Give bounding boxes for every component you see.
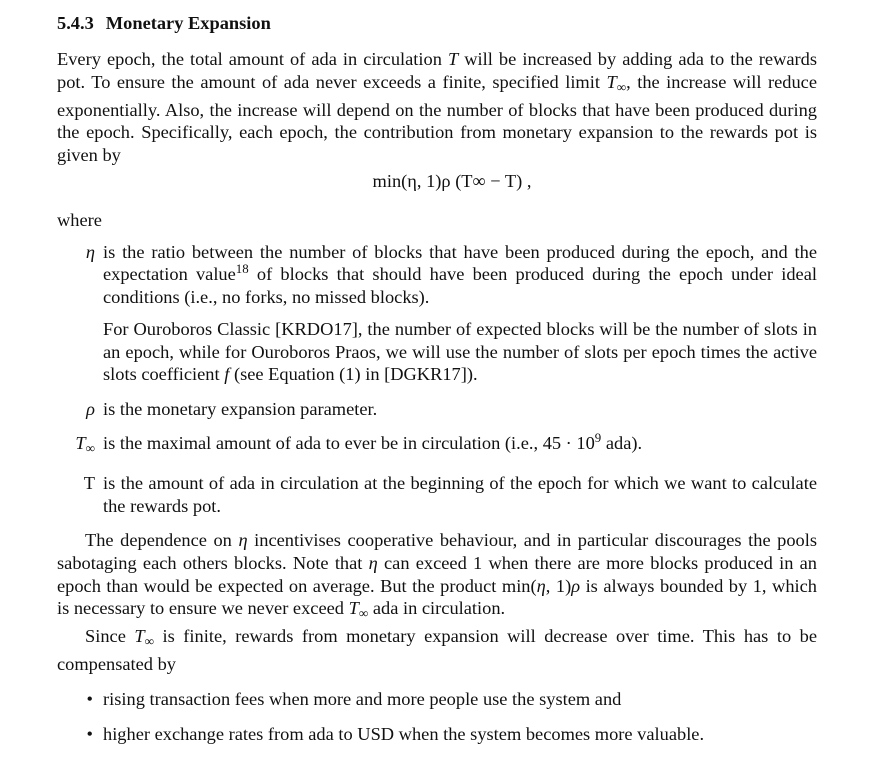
definition-rho bbox=[57, 398, 817, 421]
symbol-f: f bbox=[224, 364, 230, 385]
definition-term-t-infinity: $T_\infty$ bbox=[75, 433, 95, 456]
bullet-icon: • bbox=[86, 688, 93, 709]
definition-eta bbox=[57, 241, 817, 386]
definition-term-t: T bbox=[83, 473, 95, 494]
where-label: where bbox=[57, 209, 102, 230]
definition-t bbox=[57, 472, 817, 517]
definition-term-eta: η bbox=[85, 241, 95, 262]
intro-text-3: , the increase will reduce exponentially. Also, the increase will depend on the number of blocks that have been produced during the epoch. Specifically, each epoch, the contribution from monetary expansion to the rewards pot is given by bbox=[57, 71, 818, 166]
definition-body-t: is the amount of ada in circulation at the beginning of the epoch for which we want to calculate the rewards pot. bbox=[103, 473, 817, 516]
bullet-item bbox=[57, 688, 817, 711]
bullet-text: higher exchange rates from ada to USD when the system becomes more valuable. bbox=[103, 724, 705, 745]
symbol-T-infinity: $T_\infty$ bbox=[606, 71, 627, 94]
intro-text-1: Every epoch, the total amount of ada in circulation bbox=[57, 49, 442, 69]
intro-paragraph bbox=[57, 48, 817, 167]
paper-page bbox=[57, 10, 817, 759]
section-heading bbox=[57, 10, 817, 36]
exponent: 9 bbox=[594, 431, 602, 446]
bullet-text: rising transaction fees when more and more people use the system and bbox=[103, 688, 622, 709]
intro-text-2: will be increased by adding ada to the rewards pot. To ensure the amount of ada never exceeds a finite, specified limit bbox=[57, 49, 817, 92]
section-number: 5.4.3 bbox=[57, 13, 94, 33]
bullet-icon: • bbox=[86, 724, 93, 745]
equation-text: min(η, 1)ρ (T∞ − T) , bbox=[372, 170, 532, 191]
definition-term-rho: ρ bbox=[86, 398, 95, 419]
eta-paragraph-2: For Ouroboros Classic [KRDO17], the number of expected blocks will be the number of slots in an epoch, while for Ouroboros Praos, we will use the number of slots per epoch times the active slots coefficient f (see Equation (1) in [DGKR17]). bbox=[103, 319, 817, 385]
footnote-marker: 18 bbox=[235, 262, 249, 277]
bullet-item bbox=[57, 723, 817, 746]
definition-t-infinity bbox=[57, 432, 817, 460]
definition-body-eta bbox=[103, 241, 817, 386]
since-paragraph: Since $T_\infty$ is finite, rewards from monetary expansion will decrease over time. This has to be compensated by bbox=[57, 626, 817, 675]
definition-body-t-infinity: is the maximal amount of ada to ever be in circulation (i.e., $45 \cdot 10^9$ ada). bbox=[103, 431, 643, 454]
dependence-paragraph: The dependence on η incentivises cooperative behaviour, and in particular discourages the pools sabotaging each others blocks. Note that η can exceed 1 when there are more blocks produced in an epoch than would be expected on average. But the product min(η, 1)ρ is always bounded by 1, which is necessary to ensure we never exceed $T_\infty$ ada in circulation. bbox=[57, 530, 818, 621]
definition-list bbox=[57, 241, 817, 517]
display-equation bbox=[57, 167, 817, 197]
section-title: Monetary Expansion bbox=[105, 13, 271, 33]
bullet-list bbox=[57, 688, 817, 746]
eta-paragraph-1: is the ratio between the number of blocks that have been produced during the epoch, and the expectation value$^{18}$ of blocks that should have been produced during the epoch under ideal conditions (i.e., no forks, no missed blocks). bbox=[103, 241, 817, 307]
definition-body-rho: is the monetary expansion parameter. bbox=[103, 398, 378, 419]
symbol-T: T bbox=[447, 49, 459, 69]
